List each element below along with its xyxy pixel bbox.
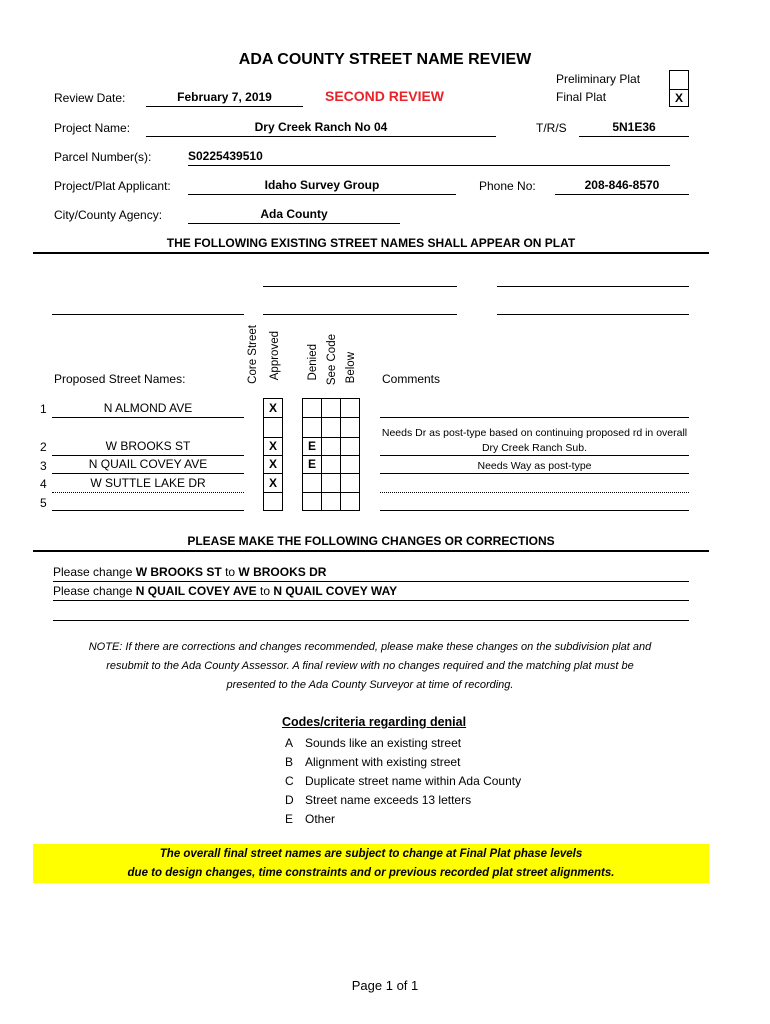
review-date-label: Review Date: [54,91,126,105]
approved-checkbox[interactable]: X [263,455,283,474]
col-header-denied: Denied [307,344,319,381]
banner-line: The overall final street names are subject to change at Final Plat phase levels [159,848,583,860]
proposed-streets-label: Proposed Street Names: [54,372,186,386]
existing-streets-heading: THE FOLLOWING EXISTING STREET NAMES SHALL APPEAR ON PLAT [166,236,576,250]
denied-checkbox[interactable]: E [302,455,322,474]
denied-checkbox[interactable] [302,492,322,511]
proposed-street-name[interactable]: N QUAIL COVEY AVE [52,457,244,474]
proposed-street-name[interactable]: W SUTTLE LAKE DR [52,476,244,493]
code-letter: E [285,812,294,826]
denied-checkbox[interactable] [302,474,322,493]
change-prefix: Please change [53,565,136,579]
existing-street-line[interactable] [263,286,457,287]
comment-line[interactable] [380,473,689,474]
col-header-core-street: Core Street [247,325,259,384]
change-to: N QUAIL COVEY WAY [273,584,398,598]
col-header-see-code: See Code [326,334,338,386]
trs-label: T/R/S [536,121,567,135]
below-checkbox[interactable] [340,492,360,511]
see-code-checkbox[interactable] [321,398,341,418]
project-name-field[interactable]: Dry Creek Ranch No 04 [146,120,496,137]
section-divider [33,252,709,254]
note-line: NOTE: If there are corrections and changes recommended, please make these changes on the subdivision plat and [88,641,652,653]
see-code-checkbox[interactable] [321,474,341,493]
code-letter: C [285,774,294,788]
comment-line[interactable] [380,492,689,494]
code-letter: B [285,755,294,769]
change-line[interactable] [53,620,689,621]
change-from: W BROOKS ST [135,565,222,579]
code-letter: D [285,793,294,807]
parcel-label: Parcel Number(s): [54,150,152,164]
final-plat-checkbox[interactable]: X [669,89,689,107]
comment-text: Needs Dr as post-type based on continuing proposed rd in overall Dry Creek Ranch Sub. [381,427,688,454]
note-line: presented to the Ada County Surveyor at time of recording. [226,679,514,691]
approved-checkbox[interactable]: X [263,398,283,418]
plat-type-preliminary-label: Preliminary Plat [556,72,641,86]
review-stage-badge: SECOND REVIEW [325,88,445,104]
comment-line[interactable] [380,510,689,511]
code-text: Other [305,812,336,826]
change-line[interactable] [53,584,689,601]
existing-street-line[interactable] [497,286,689,287]
changes-heading: PLEASE MAKE THE FOLLOWING CHANGES OR CORRECTIONS [187,534,555,548]
phone-field[interactable]: 208-846-8570 [555,178,689,195]
agency-label: City/County Agency: [54,208,163,222]
code-text: Alignment with existing street [305,755,461,769]
change-from: N QUAIL COVEY AVE [135,584,257,598]
col-header-below: Below [345,352,357,384]
see-code-checkbox[interactable] [321,437,341,456]
col-header-comments: Comments [382,372,441,386]
below-checkbox-spacer [340,418,360,438]
existing-street-line[interactable] [263,314,457,315]
codes-heading: Codes/criteria regarding denial [282,715,467,729]
approved-checkbox[interactable] [263,492,283,511]
row-number: 1 [40,402,47,416]
row-number: 5 [40,496,47,510]
preliminary-plat-checkbox[interactable] [669,70,689,90]
approved-checkbox-spacer [263,418,283,438]
row-number: 2 [40,440,47,454]
proposed-street-name[interactable] [52,494,244,511]
code-text: Street name exceeds 13 letters [305,793,472,807]
change-prefix: Please change [53,584,136,598]
row-number: 4 [40,477,47,491]
see-code-checkbox-spacer [321,418,341,438]
change-mid: to [256,584,274,598]
review-date-field[interactable]: February 7, 2019 [146,90,303,107]
comment-line[interactable] [380,455,689,456]
section-divider [33,550,709,552]
plat-type-final-label: Final Plat [556,90,607,104]
existing-street-line[interactable] [497,314,689,315]
below-checkbox[interactable] [340,398,360,418]
change-to: W BROOKS DR [238,565,327,579]
note-line: resubmit to the Ada County Assessor. A final review with no changes required and the matching plat must be [106,660,634,672]
codes-letter-column [285,736,305,831]
trs-field[interactable]: 5N1E36 [579,120,689,137]
project-name-label: Project Name: [54,121,131,135]
see-code-checkbox[interactable] [321,492,341,511]
disclaimer-banner [33,844,709,883]
below-checkbox[interactable] [340,437,360,456]
denied-checkbox-spacer [302,418,322,438]
row-number: 3 [40,459,47,473]
existing-street-line[interactable] [52,314,244,315]
change-mid: to [221,565,239,579]
denied-checkbox[interactable]: E [302,437,322,456]
proposed-street-name[interactable]: N ALMOND AVE [52,401,244,418]
applicant-label: Project/Plat Applicant: [54,179,171,193]
col-header-approved: Approved [269,331,281,381]
comment-text: Needs Way as post-type [477,460,592,472]
page-title: ADA COUNTY STREET NAME REVIEW [238,51,532,68]
denied-checkbox[interactable] [302,398,322,418]
approved-checkbox[interactable]: X [263,437,283,456]
proposed-street-name[interactable]: W BROOKS ST [52,439,244,456]
below-checkbox[interactable] [340,455,360,474]
code-text: Sounds like an existing street [305,736,462,750]
codes-text-column [305,736,605,831]
change-line[interactable] [53,565,689,582]
code-letter: A [285,736,294,750]
parcel-field[interactable]: S0225439510 [188,149,670,166]
code-text: Duplicate street name within Ada County [305,774,522,788]
banner-line: due to design changes, time constraints and or previous recorded plat street alignments. [127,867,615,879]
approved-checkbox[interactable]: X [263,474,283,493]
agency-field[interactable]: Ada County [188,207,400,224]
see-code-checkbox[interactable] [321,455,341,474]
applicant-field[interactable]: Idaho Survey Group [188,178,456,195]
comment-line[interactable] [380,417,689,418]
below-checkbox[interactable] [340,474,360,493]
note-text [40,638,700,695]
page-number: Page 1 of 1 [351,978,419,993]
phone-label: Phone No: [479,179,536,193]
